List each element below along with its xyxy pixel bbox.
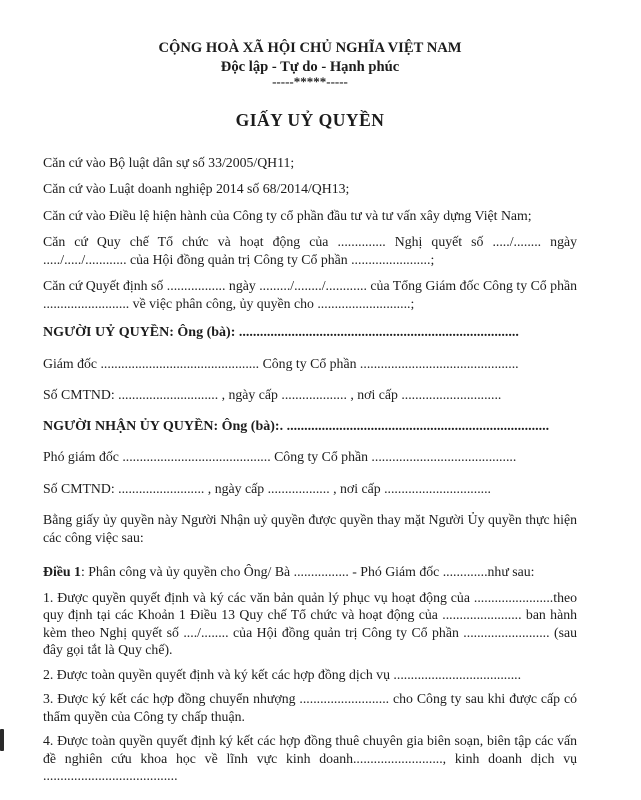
clause-2: 2. Được toàn quyền quyết định và ký kết các hợp đồng dịch vụ ..................................... (43, 666, 522, 682)
clause-list (43, 589, 577, 785)
principal-id-row: Số CMTND: ............................. , ngày cấp ................... , nơi cấp ............................. (43, 387, 502, 402)
article-1-heading (43, 563, 577, 581)
national-header (43, 40, 577, 88)
national-title: CỘNG HOÀ XÃ HỘI CHỦ NGHĨA VIỆT NAM (158, 40, 462, 56)
principal-position-row: Giám đốc .............................................. Công ty Cổ phần .............................................. (43, 355, 519, 371)
preamble-line: Căn cứ vào Luật doanh nghiệp 2014 số 68/2014/QH13; (43, 181, 350, 196)
national-motto: Độc lập - Tự do - Hạnh phúc (220, 58, 400, 75)
attorney-position-row: Phó giám đốc ........................................... Công ty Cổ phần .......................................... (43, 449, 517, 464)
document-title: GIẤY UỶ QUYỀN (235, 110, 385, 130)
scan-artifact (0, 729, 4, 751)
principal-section-heading: NGƯỜI UỶ QUYỀN: Ông (bà): ................................................................................ (43, 325, 519, 340)
preamble-line: Căn cứ vào Bộ luật dân sự số 33/2005/QH11; (43, 154, 295, 170)
preamble-line: Căn cứ Quy chế Tổ chức và hoạt động của .............. Nghị quyết số ...../........ ngày ...../...../............ của Hội đồng quản trị Công ty Cổ phần .......................; (43, 234, 577, 267)
article-1-text: : Phân công và ủy quyền cho Ông/ Bà ................ - Phó Giám đốc .............như sau: (80, 564, 535, 579)
attorney-section-heading: NGƯỜI NHẬN ỦY QUYỀN: Ông (bà):. ........................................................................... (43, 418, 550, 434)
header-separator: -----*****----- (272, 74, 348, 89)
clause-3: 3. Được ký kết các hợp đồng chuyển nhượng .......................... cho Công ty sau khi được cấp có thẩm quyền của Công ty chấp thuận. (43, 691, 577, 724)
preamble-line: Căn cứ vào Điều lệ hiện hành của Công ty cổ phần đầu tư và tư vấn xây dựng Việt Nam; (43, 207, 532, 223)
authorization-statement: Bằng giấy ủy quyền này Người Nhận uỷ quyền được quyền thay mặt Người Ủy quyền thực hiện các công việc sau: (43, 512, 577, 545)
article-1-label: Điều 1 (43, 564, 81, 579)
preamble (43, 154, 577, 313)
attorney-id-row: Số CMTND: ......................... , ngày cấp .................. , nơi cấp ............................... (43, 480, 492, 496)
clause-1: 1. Được quyền quyết định và ký các văn bản quản lý phục vụ hoạt động của .......................theo quy định tại các Khoản 1 Điều 13 Quy chế Tổ chức và hoạt động của ....................... ban hành kèm theo Nghị quyết số ..../........ của Hội đồng quản trị Công ty Cổ phần ......................... (sau đây gọi tắt là Quy chế). (43, 589, 577, 657)
preamble-line: Căn cứ Quyết định số ................. ngày ........./......../............ của Tổng Giám đốc Công ty Cổ phần ......................... về việc phân công, ủy quyền cho ...........................; (43, 278, 577, 311)
clause-4: 4. Được toàn quyền quyết định ký kết các hợp đồng thuê chuyên gia biên soạn, biên tập các vấn đề nghiên cứu khoa học về lĩnh vực kinh doanh.........................., kinh doanh dịch vụ ....................................... (43, 733, 577, 783)
